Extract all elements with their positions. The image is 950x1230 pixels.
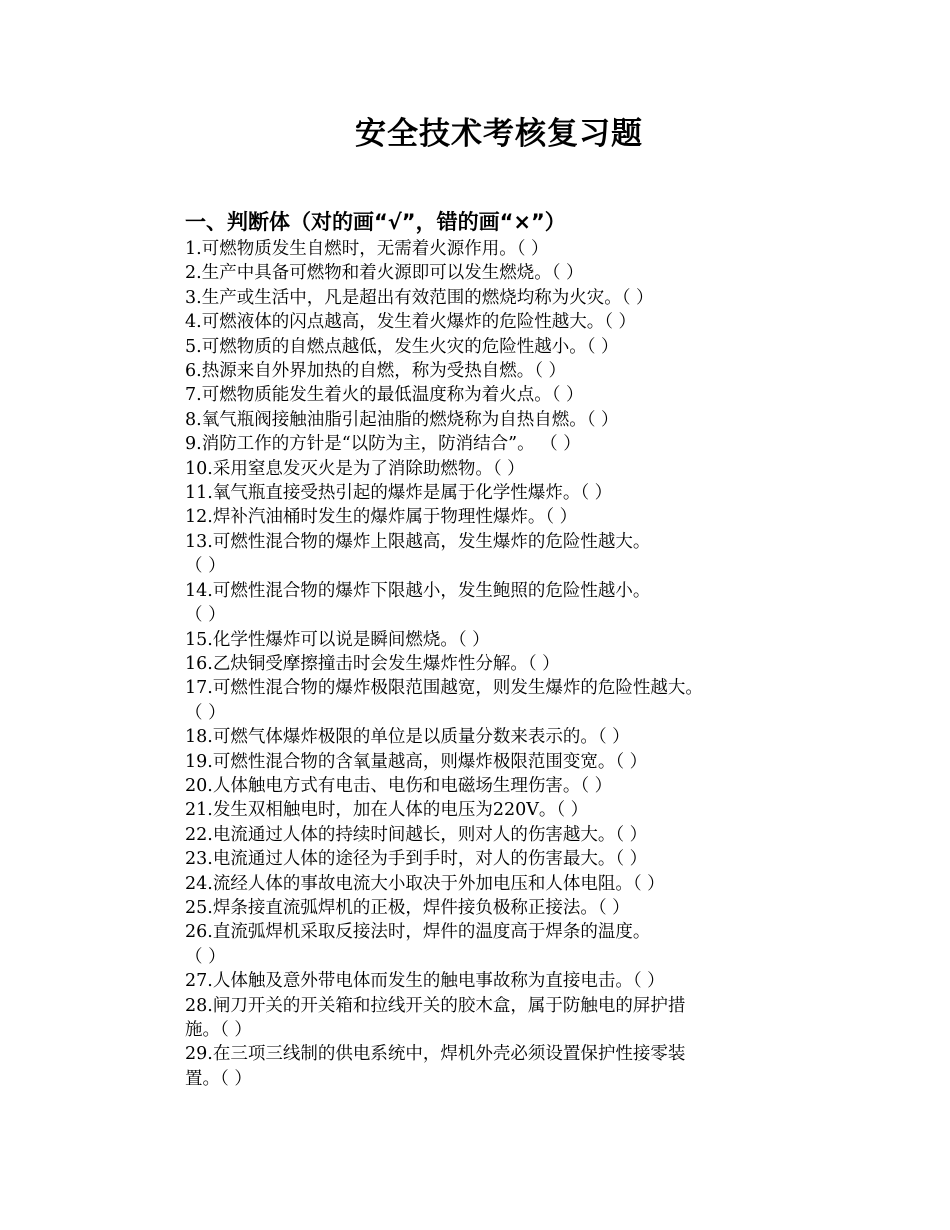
- question-line: 23.电流通过人体的途径为手到手时，对人的伤害最大。（ ）: [185, 849, 648, 870]
- question-line: 13.可燃性混合物的爆炸上限越高，发生爆炸的危险性越大。: [185, 531, 651, 552]
- question-line: 21.发生双相触电时，加在人体的电压为220V。（ ）: [185, 800, 589, 821]
- question-line: （ ）: [185, 605, 226, 626]
- question-line: 20.人体触电方式有电击、电伤和电磁场生理伤害。（ ）: [185, 775, 613, 796]
- question-line: 22.电流通过人体的持续时间越长，则对人的伤害越大。（ ）: [185, 824, 648, 845]
- question-line: 17.可燃性混合物的爆炸极限范围越宽，则发生爆炸的危险性越大。: [185, 678, 703, 699]
- question-line: 19.可燃性混合物的含氧量越高，则爆炸极限范围变宽。（ ）: [185, 751, 648, 772]
- section-heading: 一、判断体（对的画“√”，错的画“×”）: [185, 210, 566, 234]
- question-line: 28.闸刀开关的开关箱和拉线开关的胶木盒，属于防触电的屏护措: [185, 995, 686, 1016]
- question-line: 25.焊条接直流弧焊机的正极，焊件接负极称正接法。（ ）: [185, 897, 630, 918]
- question-line: 6.热源来自外界加热的自燃，称为受热自燃。（ ）: [185, 361, 567, 382]
- question-line: 7.可燃物质能发生着火的最低温度称为着火点。（ ）: [185, 385, 584, 406]
- question-line: 8.氧气瓶阀接触油脂引起油脂的燃烧称为自热自燃。（ ）: [185, 409, 619, 430]
- question-line: （ ）: [185, 556, 226, 577]
- question-line: 9.消防工作的方针是“以防为主，防消结合”。 （ ）: [185, 434, 581, 455]
- question-line: 12.焊补汽油桶时发生的爆炸属于物理性爆炸。（ ）: [185, 507, 578, 528]
- question-line: 置。（ ）: [185, 1068, 252, 1089]
- question-line: 5.可燃物质的自燃点越低，发生火灾的危险性越小。（ ）: [185, 336, 619, 357]
- question-line: 1.可燃物质发生自燃时，无需着火源作用。（ ）: [185, 239, 549, 259]
- question-line: 29.在三项三线制的供电系统中，焊机外壳必须设置保护性接零装: [185, 1044, 686, 1065]
- question-line: 10.采用窒息发灭火是为了消除助燃物。（ ）: [185, 458, 525, 479]
- question-line: 3.生产或生活中，凡是超出有效范围的燃烧均称为火灾。（ ）: [185, 287, 654, 308]
- question-line: 2.生产中具备可燃物和着火源即可以发生燃烧。（ ）: [185, 263, 584, 284]
- question-line: 24.流经人体的事故电流大小取决于外加电压和人体电阻。（ ）: [185, 873, 665, 894]
- question-list: [185, 237, 825, 1091]
- question-line: 26.直流弧焊机采取反接法时，焊件的温度高于焊条的温度。: [185, 922, 651, 943]
- question-line: （ ）: [185, 702, 226, 723]
- question-line: （ ）: [185, 946, 226, 967]
- question-line: 18.可燃气体爆炸极限的单位是以质量分数来表示的。（ ）: [185, 727, 630, 748]
- question-line: 16.乙炔铜受摩擦撞击时会发生爆炸性分解。（ ）: [185, 653, 560, 674]
- question-line: 施。（ ）: [185, 1020, 252, 1040]
- document-title: 安全技术考核复习题: [355, 116, 643, 152]
- question-line: 4.可燃液体的闪点越高，发生着火爆炸的危险性越大。（ ）: [185, 312, 637, 333]
- question-line: 27.人体触及意外带电体而发生的触电事故称为直接电击。（ ）: [185, 971, 665, 992]
- question-line: 14.可燃性混合物的爆炸下限越小，发生鲍照的危险性越小。: [185, 580, 651, 601]
- question-line: 11.氧气瓶直接受热引起的爆炸是属于化学性爆炸。（ ）: [185, 483, 613, 504]
- question-line: 15.化学性爆炸可以说是瞬间燃烧。（ ）: [185, 629, 490, 650]
